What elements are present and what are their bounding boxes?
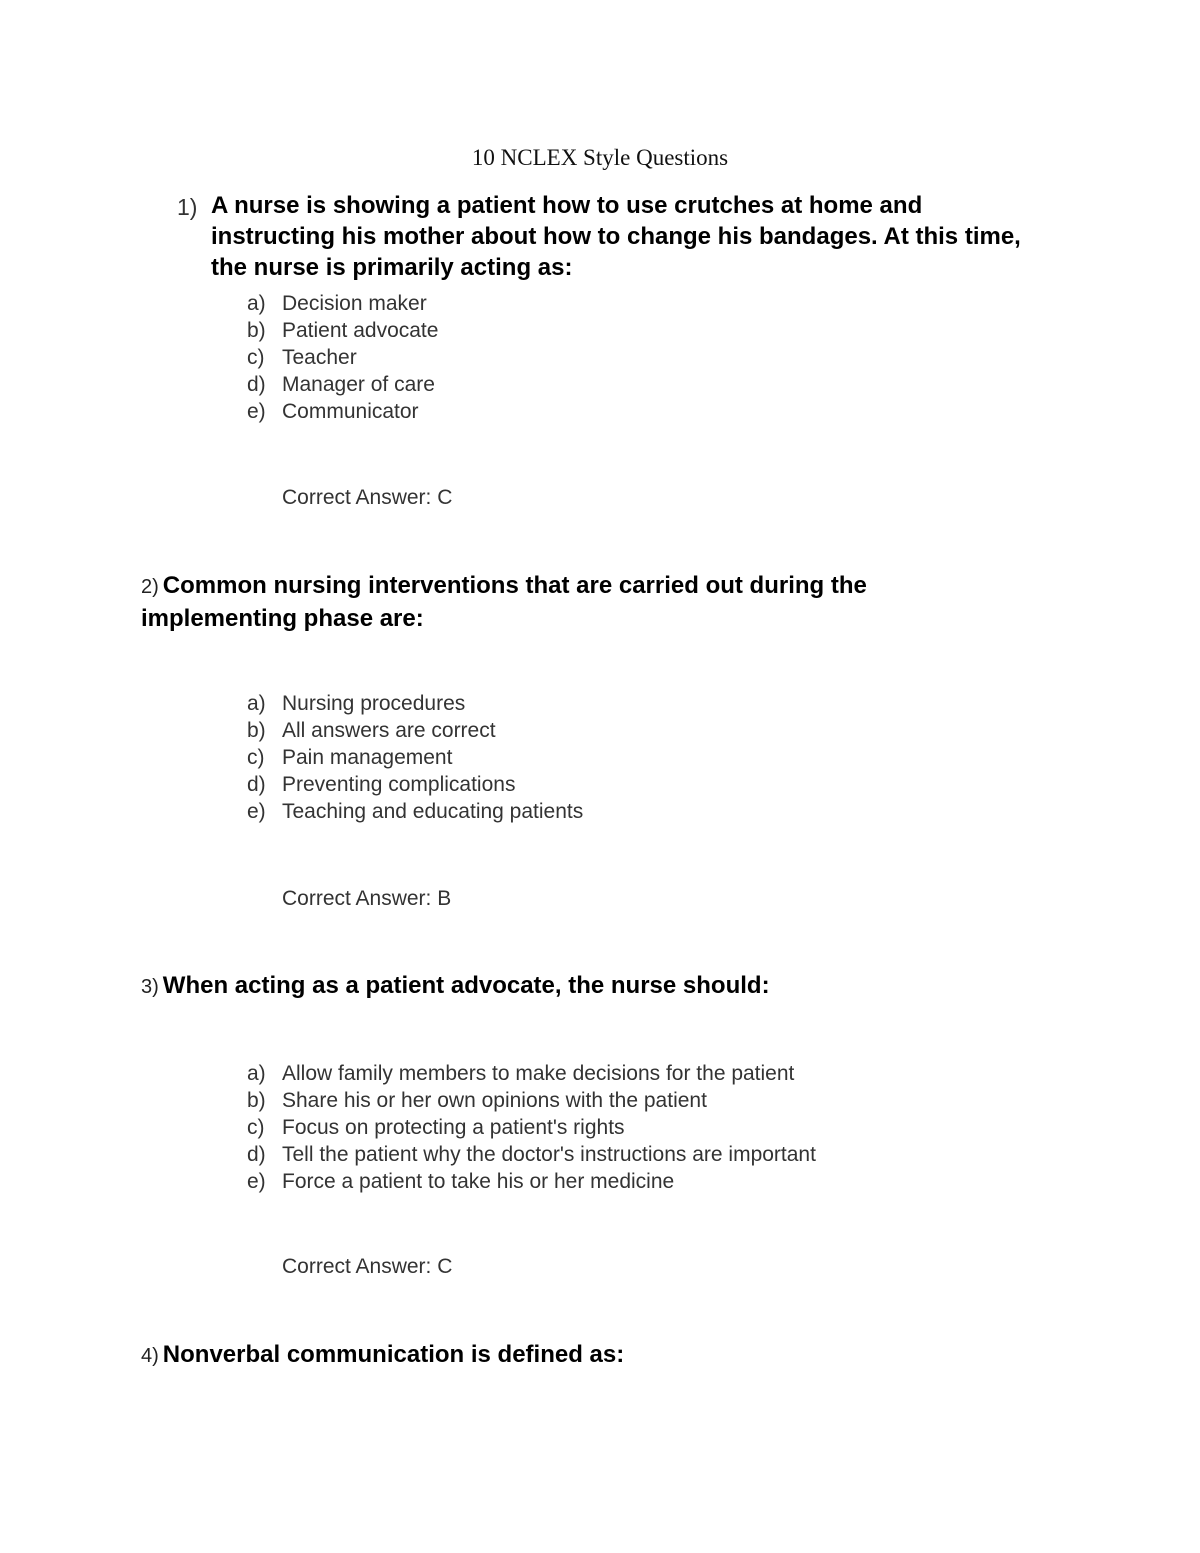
question-line <box>141 570 1041 603</box>
option-letter: b) <box>247 319 266 342</box>
document-title: 10 NCLEX Style Questions <box>471 145 729 170</box>
option-letter: c) <box>247 346 265 369</box>
option-text: Preventing complications <box>282 773 516 796</box>
option-text: Focus on protecting a patient's rights <box>282 1116 625 1139</box>
option-letter: d) <box>247 1143 266 1166</box>
option-letter: a) <box>247 292 266 315</box>
answer-option <box>247 1114 1047 1141</box>
correct-answer: Correct Answer: C <box>282 486 453 509</box>
answer-option <box>247 344 1047 371</box>
question-number: 3) <box>141 976 159 998</box>
option-text: All answers are correct <box>282 719 496 742</box>
answer-option <box>247 744 1047 771</box>
question-line-text: When acting as a patient advocate, the nurse should: <box>162 972 770 999</box>
answer-option <box>247 717 1047 744</box>
option-letter: a) <box>247 692 266 715</box>
option-letter: d) <box>247 773 266 796</box>
option-letter: d) <box>247 373 266 396</box>
question-line <box>141 1339 1041 1372</box>
option-text: Nursing procedures <box>282 692 466 715</box>
option-text: Manager of care <box>282 373 435 396</box>
question-line-text: Common nursing interventions that are carried out during the <box>162 572 867 599</box>
question-text <box>141 970 1041 1003</box>
answer-option <box>247 690 1047 717</box>
option-text: Allow family members to make decisions for the patient <box>282 1062 795 1085</box>
answer-option <box>247 798 1047 825</box>
option-text: Tell the patient why the doctor's instructions are important <box>282 1143 816 1166</box>
option-text: Teaching and educating patients <box>282 800 584 823</box>
correct-answer: Correct Answer: B <box>282 887 452 910</box>
question-number: 4) <box>141 1345 159 1367</box>
answer-options <box>247 1060 1047 1195</box>
answer-option <box>247 1168 1047 1195</box>
question-line <box>141 970 1041 1003</box>
question-text <box>141 570 1041 634</box>
answer-option <box>247 771 1047 798</box>
answer-options <box>247 290 1047 425</box>
option-letter: e) <box>247 1170 266 1193</box>
answer-option <box>247 290 1047 317</box>
option-text: Force a patient to take his or her medicine <box>282 1170 675 1193</box>
question-text <box>141 1339 1041 1372</box>
question-text <box>211 190 1091 283</box>
answer-option <box>247 1087 1047 1114</box>
option-text: Pain management <box>282 746 453 769</box>
answer-option <box>247 371 1047 398</box>
answer-option <box>247 317 1047 344</box>
question-line: the nurse is primarily acting as: <box>211 254 573 281</box>
answer-option <box>247 398 1047 425</box>
answer-option <box>247 1060 1047 1087</box>
option-letter: c) <box>247 1116 265 1139</box>
question-number: 1) <box>177 194 198 220</box>
option-letter: c) <box>247 746 265 769</box>
answer-option <box>247 1141 1047 1168</box>
option-letter: e) <box>247 400 266 423</box>
question-line: instructing his mother about how to change his bandages. At this time, <box>211 223 1021 250</box>
option-letter: a) <box>247 1062 266 1085</box>
option-text: Decision maker <box>282 292 427 315</box>
option-text: Communicator <box>282 400 419 423</box>
answer-options <box>247 690 1047 825</box>
option-letter: b) <box>247 719 266 742</box>
question-line-text: Nonverbal communication is defined as: <box>162 1341 625 1368</box>
option-letter: e) <box>247 800 266 823</box>
option-text: Patient advocate <box>282 319 439 342</box>
question-number: 2) <box>141 576 159 598</box>
option-text: Share his or her own opinions with the patient <box>282 1089 707 1112</box>
question-line: A nurse is showing a patient how to use crutches at home and <box>211 192 923 219</box>
question-line: implementing phase are: <box>141 605 424 632</box>
option-letter: b) <box>247 1089 266 1112</box>
correct-answer: Correct Answer: C <box>282 1255 453 1278</box>
option-text: Teacher <box>282 346 357 369</box>
